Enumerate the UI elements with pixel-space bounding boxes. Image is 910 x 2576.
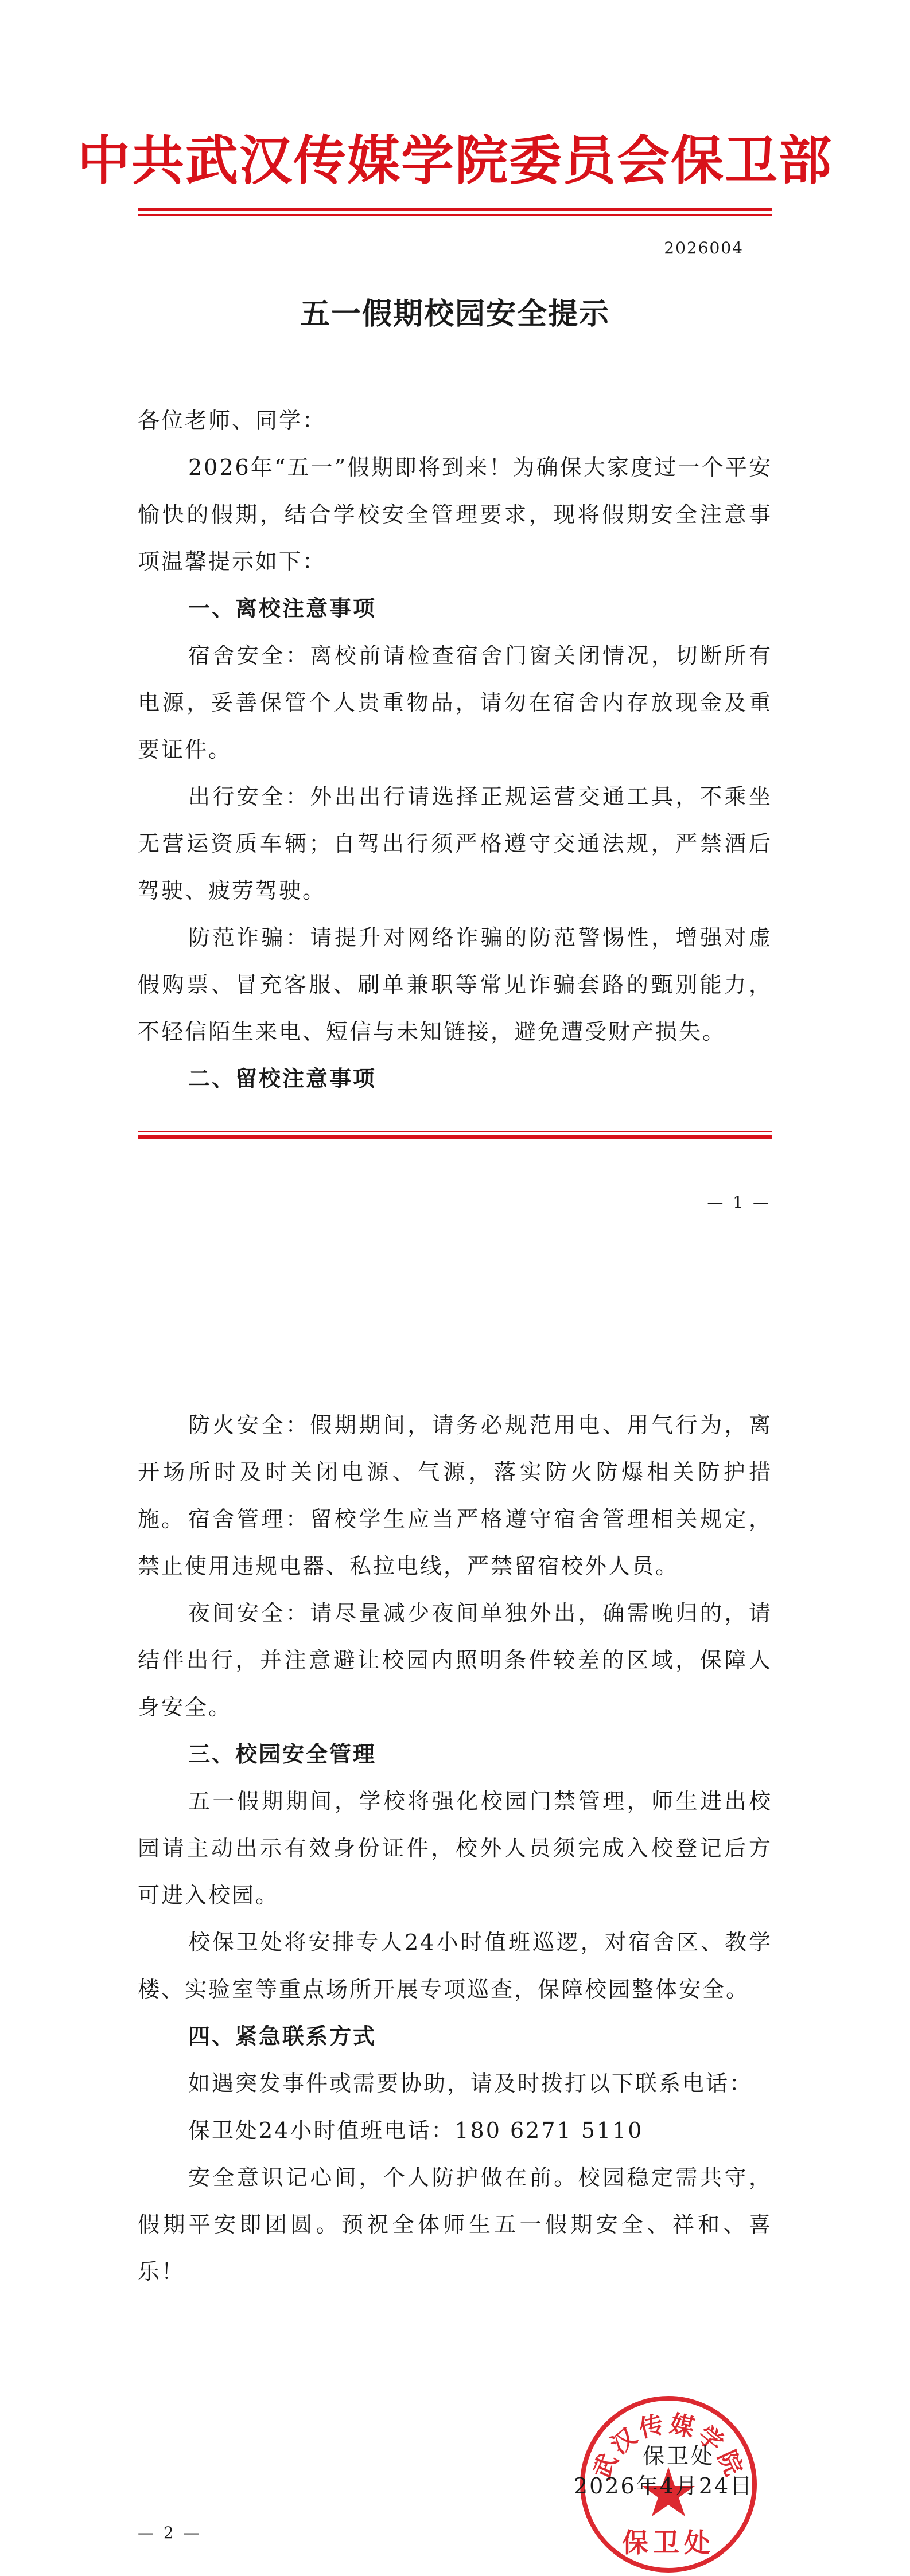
section-3-paragraph-2: 校保卫处将安排专人24小时值班巡逻，对宿舍区、教学楼、实验室等重点场所开展专项巡查，保障校园整体安全。 — [138, 1930, 772, 2002]
section-2-heading: 二、留校注意事项 — [188, 1065, 377, 1091]
section-4-heading: 四、紧急联系方式 — [188, 2023, 377, 2049]
greeting: 各位老师、同学： — [138, 408, 326, 433]
signature-unit: 保卫处 — [643, 2444, 715, 2469]
section-4-paragraph-2: 保卫处24小时值班电话：180 6271 5110 — [188, 2118, 644, 2143]
svg-text:武汉传媒学院: 武汉传媒学院 — [587, 2409, 750, 2483]
document-number: 2026004 — [664, 239, 744, 257]
section-4-paragraph-3: 安全意识记心间，个人防护做在前。校园稳定需共守，假期平安即团圆。预祝全体师生五一假期安全、祥和、喜乐！ — [138, 2165, 772, 2284]
signature-date: 2026年4月24日 — [574, 2473, 754, 2499]
section-1-paragraph-1: 宿舍安全：离校前请检查宿舍门窗关闭情况，切断所有电源，妥善保管个人贵重物品，请勿在宿舍内存放现金及重要证件。 — [138, 643, 772, 762]
document-title: 五一假期校园安全提示 — [300, 296, 610, 331]
section-3-heading: 三、校园安全管理 — [188, 1741, 377, 1767]
section-4-paragraph-1: 如遇突发事件或需要协助，请及时拨打以下联系电话： — [188, 2071, 753, 2096]
page-number-1: — 1 — — [707, 1193, 771, 1212]
footer-red-line-thin — [138, 1131, 772, 1132]
header-red-line-thin — [138, 214, 772, 216]
section-1-paragraph-3: 防范诈骗：请提升对网络诈骗的防范警惕性，增强对虚假购票、冒充客服、刷单兼职等常见诈骗套路的甄别能力，不轻信陌生来电、短信与未知链接，避免遭受财产损失。 — [138, 925, 772, 1044]
section-2-paragraph-2: 宿舍管理：留校学生应当严格遵守宿舍管理相关规定，禁止使用违规电器、私拉电线，严禁留宿校外人员。 — [138, 1506, 772, 1579]
intro-paragraph: 2026年“五一”假期即将到来！为确保大家度过一个平安愉快的假期，结合学校安全管理要求，现将假期安全注意事项温馨提示如下： — [138, 455, 772, 574]
page-number-2: — 2 — — [138, 2523, 202, 2542]
svg-text:保卫处: 保卫处 — [622, 2527, 715, 2558]
section-3-paragraph-1: 五一假期期间，学校将强化校园门禁管理，师生进出校园请主动出示有效身份证件，校外人员须完成入校登记后方可进入校园。 — [138, 1789, 772, 1908]
page-1 — [0, 0, 910, 1287]
section-2-paragraph-3: 夜间安全：请尽量减少夜间单独外出，确需晚归的，请结伴出行，并注意避让校园内照明条件较差的区域，保障人身安全。 — [138, 1601, 772, 1720]
section-2-paragraph-1: 防火安全：假期期间，请务必规范用电、用气行为，离开场所时及时关闭电源、气源，落实防火防爆相关防护措施。 — [138, 1412, 772, 1532]
header-red-line-thick — [138, 208, 772, 211]
footer-red-line-thick — [138, 1135, 772, 1139]
section-1-paragraph-2: 出行安全：外出出行请选择正规运营交通工具，不乘坐无营运资质车辆；自驾出行须严格遵守交通法规，严禁酒后驾驶、疲劳驾驶。 — [138, 784, 772, 903]
issuing-organization: 中共武汉传媒学院委员会保卫部 — [77, 130, 833, 192]
section-1-heading: 一、离校注意事项 — [188, 595, 377, 621]
page-2 — [0, 1287, 910, 2574]
